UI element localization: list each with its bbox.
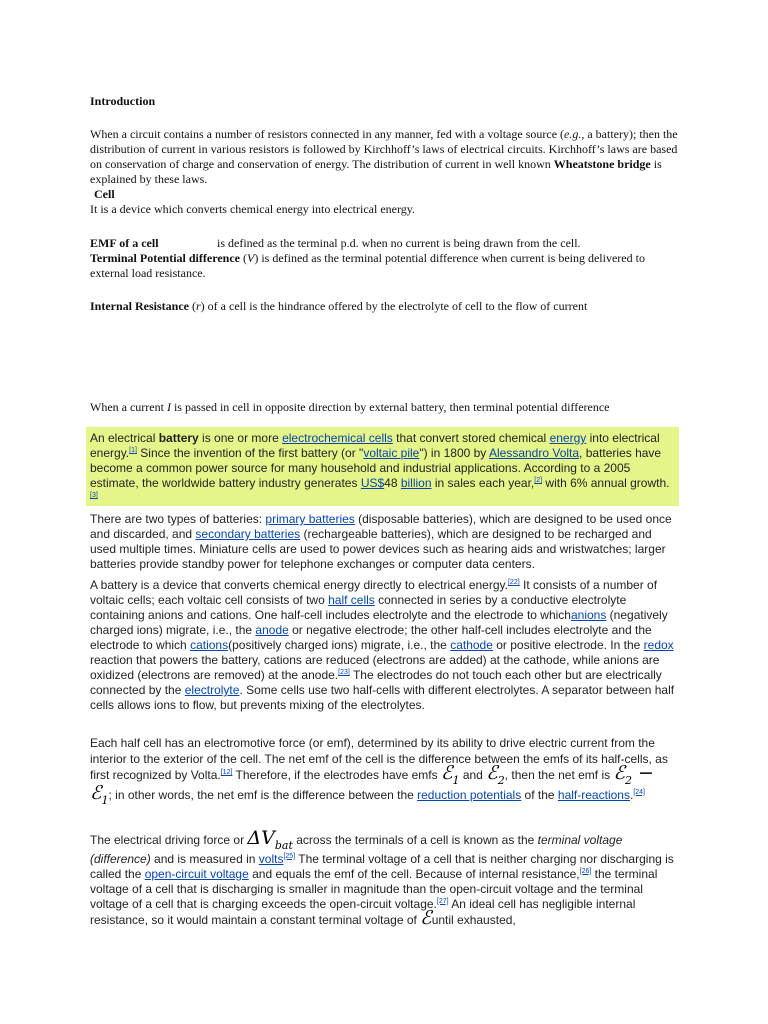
- cell-heading: Cell: [94, 187, 115, 201]
- ref-link[interactable]: [25]: [283, 852, 296, 860]
- link-energy[interactable]: energy: [549, 431, 587, 445]
- link-primary-batteries[interactable]: primary batteries: [265, 512, 355, 526]
- link-half-reactions[interactable]: half-reactions: [557, 787, 630, 802]
- link-volts[interactable]: volts: [258, 851, 284, 866]
- ref-link[interactable]: [12]: [220, 769, 233, 776]
- battery-types-paragraph: There are two types of batteries: primary batteries (disposable batteries), which are designed to be used once and discarded, and secondary batteries (rechargeable batteries), which are designed to be recharged and used multiple times. Miniature cells are used to power devices such as hearing aids and wristwatches; larger batteries provide standby power for telephone exchanges or computer data centers.: [90, 512, 672, 571]
- link-us-dollar[interactable]: US$: [360, 476, 385, 490]
- ref-link[interactable]: [3]: [90, 492, 98, 499]
- link-billion[interactable]: billion: [400, 476, 432, 490]
- emf-label: EMF of a cell: [90, 236, 159, 250]
- link-electrochemical-cells[interactable]: electrochemical cells: [282, 431, 393, 445]
- terminal-voltage-paragraph: The electrical driving force or $\Delta V_{bat}$ across the terminals of a cell is known as the terminal voltage (difference) and is measured in volts[25] The terminal voltage of a cell that is neither charging nor discharging is called the open-circuit voltage and equals the emf of the cell. Because of internal resistance,[26] the terminal voltage of a cell that is discharging is smaller in magnitude than the open-circuit voltage and the terminal voltage of a cell that is charging exceeds the open-circuit voltage.[27] An ideal cell has negligible internal resistance, so it would maintain a constant terminal voltage of ℰuntil exhausted,: [90, 827, 674, 929]
- opposite-direction-text: When a current I is passed in cell in opposite direction by external battery, then terminal potential difference: [90, 400, 610, 414]
- link-redox[interactable]: redox: [643, 638, 674, 652]
- emf-symbol: ℰ$_2$: [486, 762, 505, 787]
- link-cathode[interactable]: cathode: [450, 638, 493, 652]
- ref-link[interactable]: [1]: [129, 447, 137, 454]
- emf-symbol: ℰ: [420, 906, 432, 929]
- link-cations[interactable]: cations: [190, 638, 229, 652]
- intro-heading: Introduction: [90, 94, 156, 108]
- delta-v-bat-symbol: $\Delta V_{bat}$: [247, 827, 293, 852]
- battery-device-paragraph: A battery is a device that converts chemical energy directly to electrical energy.[22] It consists of a number of voltaic cells; each voltaic cell consists of two half cells connected in series by a conductive electrolyte containing anions and cations. One half-cell includes electrolyte and the electrode to whichanions (negatively charged ions) migrate, i.e., the anode or negative electrode; the other half-cell includes electrolyte and the electrode to which cations(positively charged ions) migrate, i.e., the cathode or positive electrode. In the redox reaction that powers the battery, cations are reduced (electrons are added) at the cathode, while anions are oxidized (electrons are removed) at the anode.[23] The electrodes do not touch each other but are electrically connected by the electrolyte. Some cells use two half-cells with different electrolytes. A separator between half cells allows ions to flow, but prevents mixing of the electrolytes.: [90, 578, 675, 712]
- link-voltaic-pile[interactable]: voltaic pile: [363, 446, 420, 460]
- intro-paragraph: When a circuit contains a number of resistors connected in any manner, fed with a voltage source (e.g., a battery); then the distribution of current in various resistors is followed by Kirchhoff’s laws of electrical circuits. Kirchhoff’s laws are based on conservation of charge and conservation of energy. The distribution of current in well known Wheatstone bridge is explained by these laws.: [90, 127, 678, 186]
- emf-definition: is defined as the terminal p.d. when no current is being drawn from the cell.: [217, 236, 581, 250]
- terminal-pd-definition: Terminal Potential difference (V) is defined as the terminal potential difference when current is being delivered to external load resistance.: [90, 251, 645, 280]
- link-anode[interactable]: anode: [255, 623, 289, 637]
- link-alessandro-volta[interactable]: Alessandro Volta: [488, 446, 580, 460]
- ref-link[interactable]: [27]: [436, 897, 449, 905]
- half-cell-emf-paragraph: Each half cell has an electromotive force (or emf), determined by its ability to drive electric current from the interior to the exterior of the cell. The net emf of the cell is the difference between the emfs of its half-cells, as first recognized by Volta.[12] Therefore, if the electrodes have emfs ℰ$_1$ and ℰ$_2$, then the net emf is ℰ$_2$ − ℰ$_1$; in other words, the net emf is the difference between the reduction potentials of the half-reactions.[24]: [90, 736, 668, 807]
- ref-link[interactable]: [2]: [534, 477, 543, 484]
- link-reduction-potentials[interactable]: reduction potentials: [417, 787, 522, 802]
- link-electrolyte[interactable]: electrolyte: [184, 683, 240, 697]
- internal-resistance-definition: Internal Resistance (r) of a cell is the hindrance offered by the electrolyte of cell to the flow of current: [90, 299, 588, 313]
- ref-link[interactable]: [22]: [507, 579, 520, 586]
- link-open-circuit-voltage[interactable]: open-circuit voltage: [144, 866, 249, 881]
- ref-link[interactable]: [23]: [338, 669, 350, 676]
- link-secondary-batteries[interactable]: secondary batteries: [195, 527, 301, 541]
- link-anions[interactable]: anions: [570, 608, 607, 622]
- link-half-cells[interactable]: half cells: [328, 593, 375, 607]
- battery-intro-paragraph: An electrical battery is one or more electrochemical cells that convert stored chemical energy into electrical energy.[1] Since the invention of the first battery (or "voltaic pile") in 1800 by Alessandro Volta, batteries have become a common power source for many household and industrial applications. According to a 2005 estimate, the worldwide battery industry generates US$48 billion in sales each year,[2] with 6% annual growth.[3]: [90, 431, 670, 499]
- emf-symbol: ℰ$_1$: [440, 762, 460, 787]
- net-emf-formula: ℰ$_2$ − ℰ$_1$: [90, 762, 654, 807]
- ref-link[interactable]: [26]: [579, 867, 592, 875]
- cell-definition: It is a device which converts chemical energy into electrical energy.: [90, 202, 415, 216]
- ref-link[interactable]: [24]: [633, 788, 645, 796]
